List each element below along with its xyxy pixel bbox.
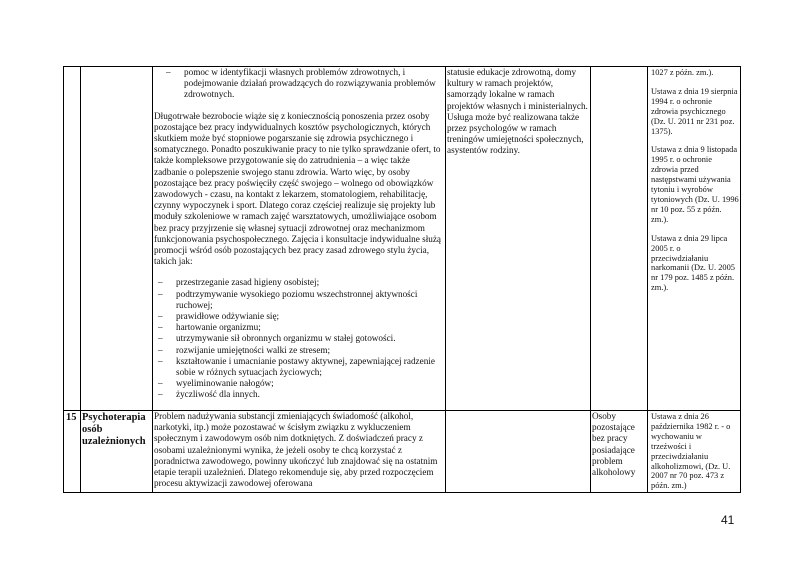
col-divider-5: [647, 66, 648, 493]
realization-text: statusie edukacje zdrowotną, domy kultury w ramach projektów, samorządy lokalne w ramach projektów własnych i ministerialnych. Usługa może być realizowana także przez psychologów w ramach treningów umiejętności społecznych, asystentów rodziny.: [447, 67, 588, 156]
list-item: – podtrzymywanie wysokiego poziomu wszechstronnej aktywności ruchowej;: [154, 289, 443, 311]
page-number: 41: [721, 513, 735, 527]
row14-realization: [447, 67, 589, 157]
intro-list-item: – pomoc w identyfikacji własnych problemów zdrowotnych, i podejmowanie działań prowadzących do rozwiązywania problemów zdrowotnych.: [154, 67, 443, 101]
list-item: – rozwijanie umiejętności walki ze stresem;: [154, 345, 443, 356]
col-divider-4: [590, 66, 591, 493]
description-paragraph: Długotrwałe bezrobocie wiąże się z koniecznością ponoszenia przez osoby pozostające bez pracy indywidualnych kosztów psychologicznych, których skutkiem może być stopniowe pogarszanie się zdrowia psychicznego i somatycznego. Ponadto poszukiwanie pracy to nie tylko sprawdzanie ofert, to także kompleksowe przygotowanie się do zatrudnienia – a więc także zadbanie o polepszenie swojego stanu zdrowia. Warto więc, by osoby pozostające bez pracy poświęciły część swojego – wolnego od obowiązków zawodowych - czasu, na kontakt z lekarzem, stomatologiem, rehabilitację, czynny wypoczynek i sport. Dlatego coraz częściej realizuje się projekty lub moduły szkoleniowe w ramach zajęć warsztatowych, umożliwiające osobom bez pracy przyjrzenie się własnej sytuacji zdrowotnej oraz mechanizmom funkcjonowania psychospołecznego. Zajęcia i konsultacje indywidualne służą promocji wśród osób pozostających bez pracy zasad zdrowego stylu życia, takich jak:: [154, 110, 442, 267]
table-right-border: [740, 66, 741, 493]
list-item: – prawidłowe odżywianie się;: [154, 311, 443, 322]
col-divider-2: [152, 66, 153, 493]
row14-legal-basis: [651, 68, 739, 293]
legal-ref: Ustawa z dnia 9 listopada 1995 r. o ochronie zdrowia przed następstwami używania tytoniu i wyrobów tytoniowych (Dz. U. 1996 nr 10 poz. 55 z późn. zm.).: [651, 145, 739, 224]
row15-title: Psychoterapia osób uzależnionych: [82, 412, 146, 447]
row15-target-group: Osoby pozostające bez pracy posiadające problem alkoholowy: [592, 411, 636, 478]
row14-description: [154, 67, 443, 401]
col-divider-3: [445, 66, 446, 493]
col-divider-1: [80, 66, 81, 493]
legal-ref: 1027 z późn. zm.).: [651, 68, 714, 77]
intro-list: [154, 67, 443, 101]
row15-number: 15: [66, 412, 77, 423]
healthy-lifestyle-list: [154, 277, 443, 400]
row15-description: Problem nadużywania substancji zmieniających świadomość (alkohol, narkotyki, itp.) może pozostawać w ścisłym związku z wykluczeniem społecznym i zawodowym osób nim dotkniętych. Z doświadczeń pracy z osobami uzależnionymi wynika, że jeżeli osoby te chcą korzystać z poradnictwa zawodowego, powinny ukończyć lub znajdować się na ostatnim etapie terapii uzależnień. Dlatego rekomenduje się, aby przed rozpoczęciem procesu aktywizacji zawodowej oferowana: [154, 411, 438, 489]
list-item: – hartowanie organizmu;: [154, 322, 443, 333]
list-item: – kształtowanie i umacnianie postawy aktywnej, zapewniającej radzenie sobie w różnych sytuacjach życiowych;: [154, 356, 443, 378]
table-bottom-border: [63, 492, 741, 493]
list-item: – przestrzeganie zasad higieny osobistej;: [154, 277, 443, 288]
list-item: – utrzymywanie sił obronnych organizmu w stałej gotowości.: [154, 333, 443, 344]
table-left-border: [63, 66, 64, 493]
legal-ref: Ustawa z dnia 29 lipca 2005 r. o przeciwdziałaniu narkomanii (Dz. U. 2005 nr 179 poz. 1485 z późn. zm.).: [651, 233, 735, 293]
list-item: – życzliwość dla innych.: [154, 389, 443, 400]
row15-legal-basis: Ustawa z dnia 26 października 1982 r. - o wychowaniu w trzeźwości i przeciwdziałaniu alkoholizmowi, (Dz. U. 2007 nr 70 poz. 473 z późn. zm.): [651, 412, 731, 491]
list-item: – wyeliminowanie nałogów;: [154, 378, 443, 389]
legal-ref: Ustawa z dnia 19 sierpnia 1994 r. o ochronie zdrowia psychicznego (Dz. U. 2011 nr 231 poz. 1375).: [651, 86, 738, 136]
